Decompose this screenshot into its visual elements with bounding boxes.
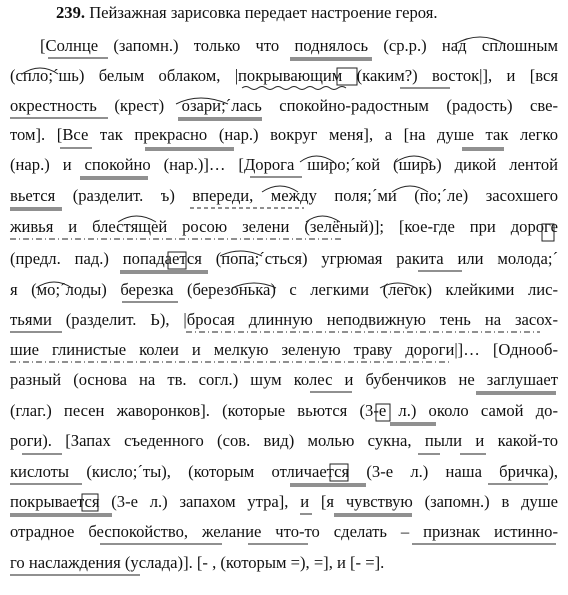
text-line: живья и блестящей росою зелени (зелёный)]; [кое-где при дороге xyxy=(10,217,558,236)
text-line: (нар.) и спокойно (нар.)]… [Дорога широ;´кой (ширь) дикой лентой xyxy=(10,155,558,174)
text-line: кислоты (кисло;´ты), (которым отличается (3-е л.) наша бричка), xyxy=(10,462,558,481)
text-line: том]. [Все так прекрасно (нар.) вокруг меня], а [на душе так легко xyxy=(10,125,558,144)
text-line: шие глинистые колеи и мелкую зеленую траву дороги|]… [Однооб- xyxy=(10,340,558,359)
text-line: роги). [Запах съеденного (сов. вид) молью сукна, пыли и какой-то xyxy=(10,431,558,450)
exercise-number: 239. xyxy=(56,3,86,22)
participle-wavy-underline xyxy=(242,87,346,90)
text-line: отрадное беспокойство, желание что-то сделать – признак истинно- xyxy=(10,522,558,541)
text-line: тьями (разделит. Ь), |бросая длинную неподвижную тень на засох- xyxy=(10,310,558,329)
exercise-title: Пейзажная зарисовка передает настроение героя. xyxy=(89,3,438,22)
text-line: покрывается (3-е л.) запахом утра], и [я чувствую (запомн.) в душе xyxy=(10,492,558,511)
text-line: (спло;´шь) белым облаком, |покрывающим (каким?) восток|], и [вся xyxy=(10,66,558,85)
text-line: окрестность (крест) озари;´лась спокойно-радостным (радость) све- xyxy=(10,96,558,115)
text-line: (предл. пад.) попадается (попа;´сться) угрюмая ракита или молода;´ xyxy=(10,249,558,268)
text-line: разный (основа на тв. согл.) шум колес и бубенчиков не заглушает xyxy=(10,370,558,389)
text-line: [Солнце (запомн.) только что поднялось (ср.р.) над сплошным xyxy=(40,36,558,55)
text-line: я (мо;´лоды) березка (березонька) с легкими (легок) клейкими лис- xyxy=(10,280,558,299)
text-line: (глаг.) песен жаворонков]. (которые вьются (3-е л.) около самой до- xyxy=(10,401,558,420)
exercise-heading xyxy=(56,3,438,23)
text-line: вьется (разделит. ъ) впереди, между поля;´ми (по;´ле) засохшего xyxy=(10,186,558,205)
text-line: го наслаждения (услада)]. [- , (которым =), =], и [- =]. xyxy=(10,553,385,572)
